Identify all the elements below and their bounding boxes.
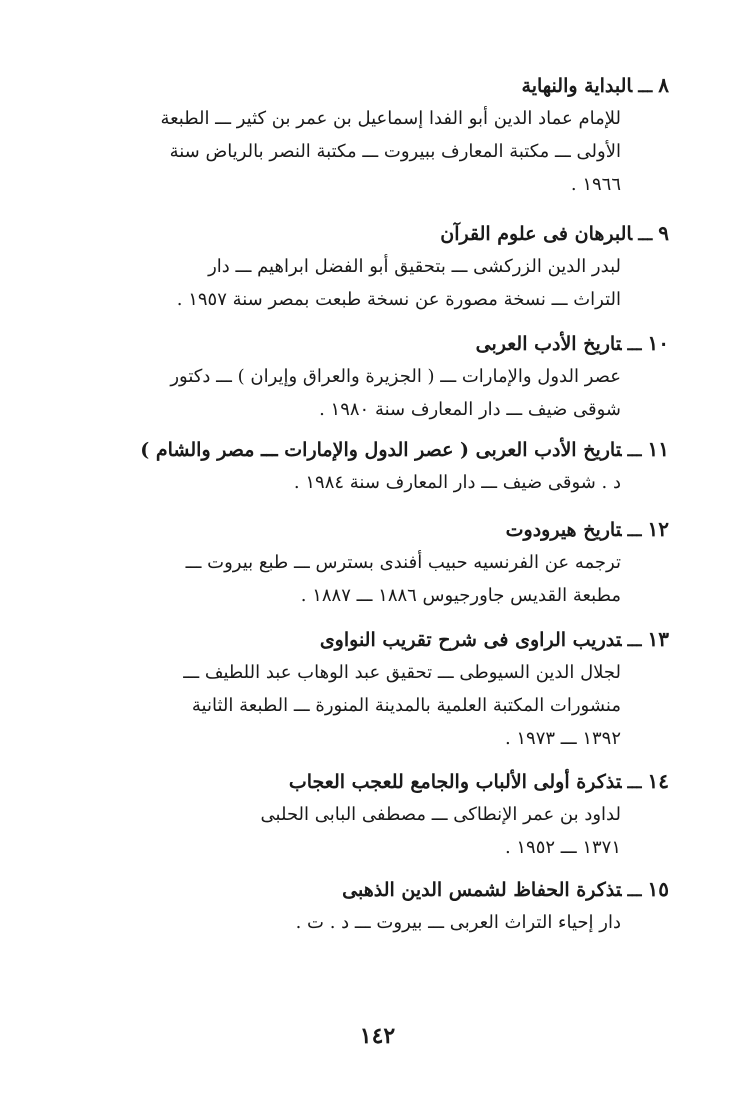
entry-line: دار إحياء التراث العربى ـــ بيروت ـــ د . ت . <box>295 912 621 933</box>
entry-title: تاريخ الأدب العربى ( عصر الدول والإمارات ـــ مصر والشام ) <box>140 439 622 461</box>
bibliography-entry-15 <box>89 874 669 939</box>
entry-line: ١٣٩٢ ـــ ١٩٧٣ . <box>504 728 621 749</box>
bibliography-entry-14 <box>89 766 669 864</box>
entry-body <box>89 546 669 612</box>
page-number: ١٤٢ <box>359 1023 396 1049</box>
entry-number: ١٢ <box>647 517 669 541</box>
bibliography-entry-12 <box>89 514 669 612</box>
entry-line: ١٩٦٦ . <box>570 174 621 195</box>
entry-heading: ٨ـــالبداية والنهاية <box>521 73 669 97</box>
entry-title: تاريخ هيرودوت <box>505 519 622 541</box>
entry-heading: ١٣ـــتدريب الراوى فى شرح تقريب النواوى <box>319 627 669 651</box>
entry-line: لداود بن عمر الإنطاكى ـــ مصطفى البابى الحلبى <box>260 804 621 825</box>
entry-line: للإمام عماد الدين أبو الفدا إسماعيل بن عمر بن كثير ـــ الطبعة <box>160 108 621 129</box>
entry-line: مطبعة القديس جاورجيوس ١٨٨٦ ـــ ١٨٨٧ . <box>300 585 621 606</box>
entry-body <box>89 360 669 426</box>
entry-body <box>89 250 669 316</box>
entry-heading: ١٢ـــتاريخ هيرودوت <box>505 517 669 541</box>
entry-number: ٩ <box>658 221 669 245</box>
bibliography-entry-9 <box>89 218 669 316</box>
entry-heading: ١٠ـــتاريخ الأدب العربى <box>475 331 669 355</box>
entry-line: لبدر الدين الزركشى ـــ بتحقيق أبو الفضل ابراهيم ـــ دار <box>208 256 621 277</box>
entry-heading: ١٤ـــتذكرة أولى الألباب والجامع للعجب العجاب <box>288 769 669 793</box>
entry-title: تاريخ الأدب العربى <box>475 333 622 355</box>
entry-heading: ٩ـــالبرهان فى علوم القرآن <box>440 221 669 245</box>
entry-body <box>89 466 669 499</box>
entry-title: البرهان فى علوم القرآن <box>440 223 633 245</box>
entry-title: تذكرة الحفاظ لشمس الدين الذهبى <box>342 879 622 901</box>
bibliography-entry-13 <box>89 624 669 755</box>
entry-line: لجلال الدين السيوطى ـــ تحقيق عبد الوهاب عبد اللطيف ـــ <box>183 662 621 683</box>
entry-line: د . شوقى ضيف ـــ دار المعارف سنة ١٩٨٤ . <box>293 472 621 493</box>
bibliography-entry-8 <box>89 70 669 201</box>
entry-line: ترجمه عن الفرنسيه حبيب أفندى بسترس ـــ طبع بيروت ـــ <box>185 552 621 573</box>
entry-number: ١٠ <box>647 331 669 355</box>
entry-number: ١٤ <box>647 769 669 793</box>
entry-line: منشورات المكتبة العلمية بالمدينة المنورة ـــ الطبعة الثانية <box>191 695 621 716</box>
entry-line: شوقى ضيف ـــ دار المعارف سنة ١٩٨٠ . <box>319 399 621 420</box>
entry-heading: ١٥ـــتذكرة الحفاظ لشمس الدين الذهبى <box>342 877 669 901</box>
entry-number: ١٥ <box>647 877 669 901</box>
entry-line: ١٣٧١ ـــ ١٩٥٢ . <box>504 837 621 858</box>
entry-body <box>89 906 669 939</box>
entry-title: تدريب الراوى فى شرح تقريب النواوى <box>319 629 622 651</box>
entry-number: ٨ <box>658 73 669 97</box>
bibliography-entry-10 <box>89 328 669 426</box>
entry-body <box>89 656 669 755</box>
entry-title: البداية والنهاية <box>521 75 633 97</box>
entry-body <box>89 102 669 201</box>
bibliography-entry-11 <box>89 434 669 499</box>
entry-body <box>89 798 669 864</box>
entry-number: ١١ <box>647 437 669 461</box>
entry-line: التراث ـــ نسخة مصورة عن نسخة طبعت بمصر سنة ١٩٥٧ . <box>176 289 621 310</box>
entry-title: تذكرة أولى الألباب والجامع للعجب العجاب <box>288 771 622 793</box>
entry-number: ١٣ <box>647 627 669 651</box>
entry-line: عصر الدول والإمارات ـــ ( الجزيرة والعراق وإيران ) ـــ دكتور <box>170 366 621 387</box>
entry-line: الأولى ـــ مكتبة المعارف ببيروت ـــ مكتبة النصر بالرياض سنة <box>169 141 621 162</box>
entry-heading: ١١ـــتاريخ الأدب العربى ( عصر الدول والإمارات ـــ مصر والشام ) <box>140 437 669 461</box>
